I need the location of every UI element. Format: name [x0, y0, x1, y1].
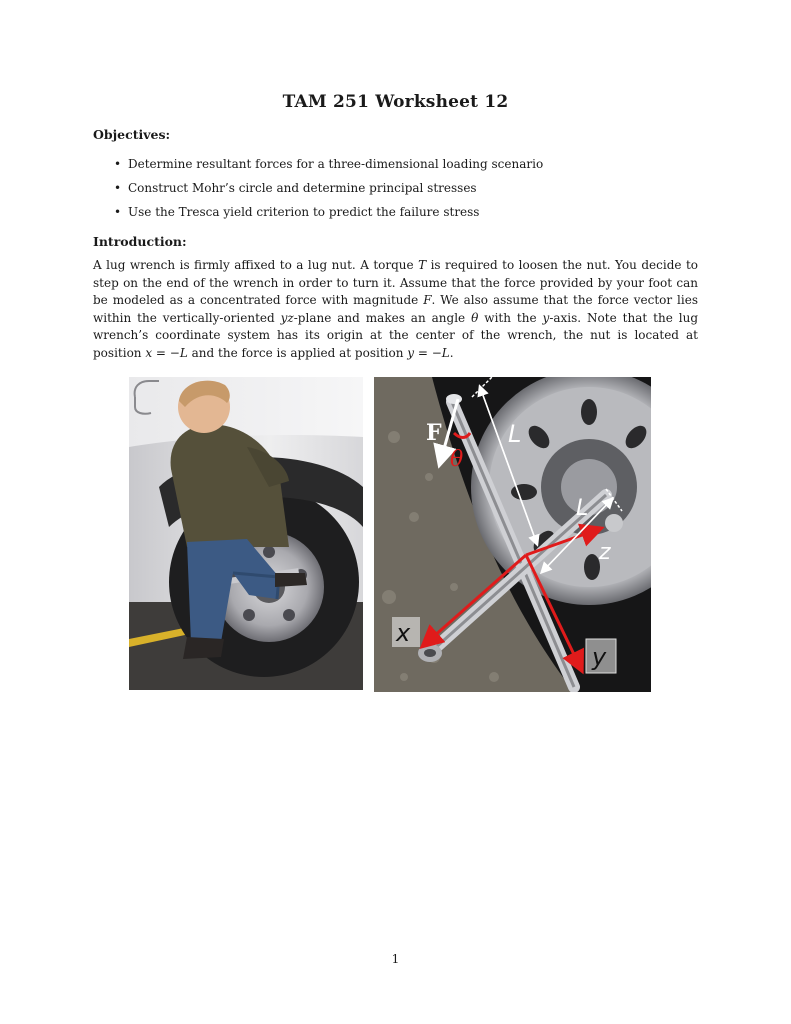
label-z: z [599, 540, 611, 565]
var-F: F [423, 293, 432, 308]
objective-item: • Determine resultant forces for a three-dimensional loading scenario [93, 152, 543, 176]
var-T: T [418, 258, 427, 272]
label-L-short: L [576, 496, 589, 521]
label-F: F [426, 420, 442, 446]
worksheet-title: TAM 251 Worksheet 12 [282, 92, 509, 112]
introduction-heading: Introduction: [93, 234, 187, 249]
label-y: y [592, 643, 607, 671]
eq-nut-position: x = −L [145, 345, 188, 360]
objective-item: • Construct Mohr’s circle and determine principal stresses [93, 176, 543, 200]
label-theta: θ [450, 447, 464, 472]
var-theta: θ [471, 310, 479, 325]
child-on-wrench-photo [129, 377, 363, 690]
page-number: 1 [391, 952, 400, 966]
eq-force-position: y = −L [407, 345, 450, 360]
var-yz: yz [280, 310, 294, 325]
lug-wrench-diagram-photo [374, 377, 651, 692]
var-y: y [542, 310, 550, 325]
label-L-long: L [508, 420, 522, 448]
objectives-heading: Objectives: [93, 127, 171, 142]
objectives-list [93, 152, 543, 224]
label-x: x [396, 619, 411, 647]
introduction-paragraph: A lug wrench is firmly affixed to a lug nut. A torque T is required to loosen the nut. You decide to step on the end of the wrench in order to turn it. Assume that the force provided by your foot can be modeled as a concentrated force with magnitude F. We also assume that the force vector lies within the vertically-oriented yz-plane and makes an angle θ with the y-axis. Note that the lug wrench’s coordinate system has its origin at the center of the wrench, the nut is located at position x = −L and the force is applied at position y = −L. [93, 258, 698, 360]
objective-item: • Use the Tresca yield criterion to predict the failure stress [93, 200, 543, 224]
